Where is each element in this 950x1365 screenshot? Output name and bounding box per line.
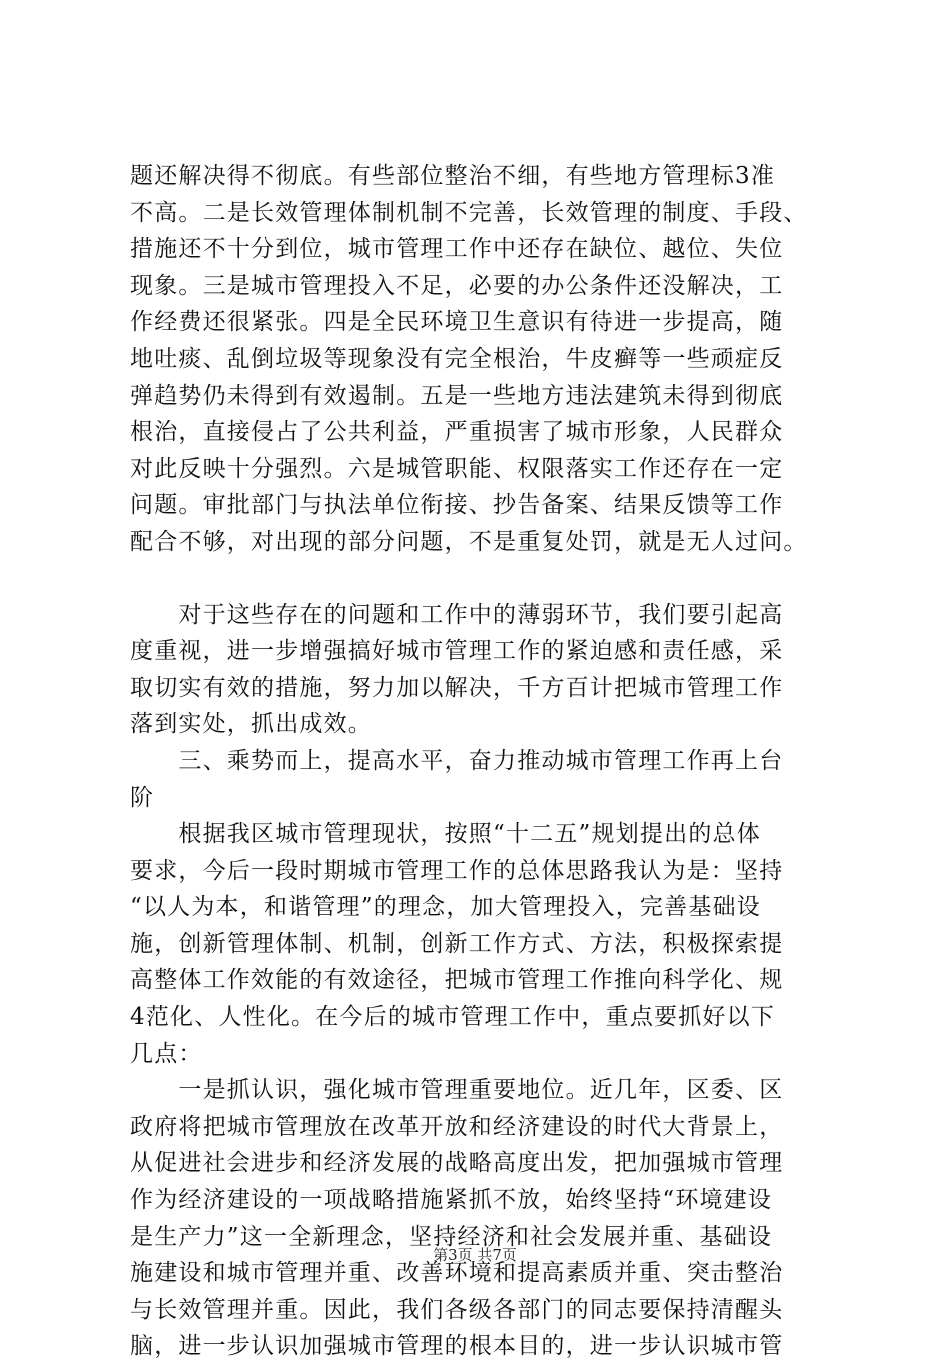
text-line: 与长效管理并重。因此，我们各级各部门的同志要保持清醒头 bbox=[130, 1296, 784, 1323]
text-line: 一是抓认识，强化城市管理重要地位。近几年，区委、区 bbox=[130, 1077, 784, 1104]
text-line: 作为经济建设的一项战略措施紧抓不放，始终坚持“环境建设 bbox=[130, 1187, 773, 1214]
text-line: “以人为本，和谐管理”的理念，加大管理投入，完善基础设 bbox=[130, 894, 761, 921]
text-line: 施建设和城市管理并重、改善环境和提高素质并重、突击整治 bbox=[130, 1260, 784, 1287]
text-line: 几点： bbox=[130, 1040, 203, 1067]
text-line: 对此反映十分强烈。六是城管职能、权限落实工作还存在一定 bbox=[130, 455, 784, 482]
text-line: 政府将把城市管理放在改革开放和经济建设的时代大背景上， bbox=[130, 1113, 784, 1140]
text-line: 脑，进一步认识加强城市管理的根本目的，进一步认识城市管 bbox=[130, 1333, 784, 1360]
text-line: 不高。二是长效管理体制机制不完善，长效管理的制度、手段、 bbox=[130, 199, 808, 226]
text-line: 对于这些存在的问题和工作中的薄弱环节，我们要引起高 bbox=[130, 601, 784, 628]
section-heading-line: 阶 bbox=[130, 784, 155, 811]
text-line: 根治，直接侵占了公共利益，严重损害了城市形象，人民群众 bbox=[130, 419, 784, 446]
page-footer: 第3页 共7页 bbox=[433, 1246, 517, 1264]
text-line: 施，创新管理体制、机制，创新工作方式、方法，积极探索提 bbox=[130, 930, 784, 957]
text-line: 高整体工作效能的有效途径，把城市管理工作推向科学化、规 bbox=[130, 967, 784, 994]
text-line: 取切实有效的措施，努力加以解决，千方百计把城市管理工作 bbox=[130, 674, 784, 701]
text-line: 要求，今后一段时期城市管理工作的总体思路我认为是：坚持 bbox=[130, 857, 784, 884]
text-line: 题还解决得不彻底。有些部位整治不细，有些地方管理标3准 bbox=[130, 163, 776, 189]
text-line: 根据我区城市管理现状，按照“十二五”规划提出的总体 bbox=[130, 821, 761, 848]
text-line: 落到实处，抓出成效。 bbox=[130, 711, 372, 738]
text-line: 度重视，进一步增强搞好城市管理工作的紧迫感和责任感，采 bbox=[130, 638, 784, 665]
section-heading-line: 三、乘势而上，提高水平，奋力推动城市管理工作再上台 bbox=[130, 747, 784, 774]
body-text bbox=[130, 158, 850, 1365]
paragraph-gap bbox=[130, 561, 850, 597]
text-line: 是生产力”这一全新理念，坚持经济和社会发展并重、基础设 bbox=[130, 1223, 773, 1250]
text-line: 问题。审批部门与执法单位衔接、抄告备案、结果反馈等工作 bbox=[130, 492, 784, 519]
text-line: 4范化、人性化。在今后的城市管理工作中，重点要抓好以下 bbox=[130, 1004, 776, 1031]
text-line: 措施还不十分到位，城市管理工作中还存在缺位、越位、失位 bbox=[130, 236, 784, 263]
text-line: 弹趋势仍未得到有效遏制。五是一些地方违法建筑未得到彻底 bbox=[130, 382, 784, 409]
text-line: 配合不够，对出现的部分问题，不是重复处罚，就是无人过问。 bbox=[130, 528, 808, 555]
text-line: 作经费还很紧张。四是全民环境卫生意识有待进一步提高，随 bbox=[130, 309, 784, 336]
text-line: 现象。三是城市管理投入不足，必要的办公条件还没解决，工 bbox=[130, 272, 784, 299]
text-line: 地吐痰、乱倒垃圾等现象没有完全根治，牛皮癣等一些顽症反 bbox=[130, 345, 784, 372]
text-line: 从促进社会进步和经济发展的战略高度出发，把加强城市管理 bbox=[130, 1150, 784, 1177]
